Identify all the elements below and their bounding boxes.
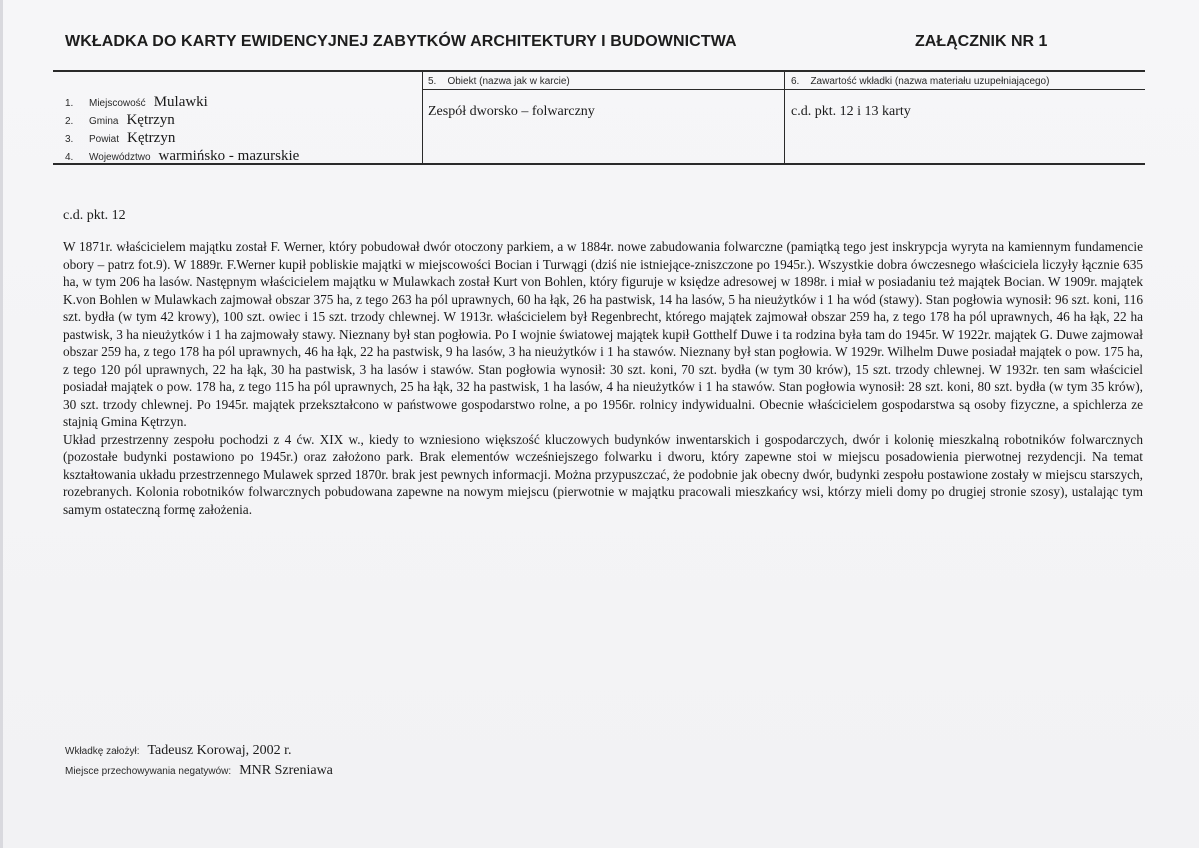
box-divider-right: [784, 72, 785, 163]
content-box-value: c.d. pkt. 12 i 13 karty: [791, 104, 911, 119]
layout-paragraph: Układ przestrzenny zespołu pochodzi z 4 ćw. XIX w., kiedy to wzniesiono większość kluczowych budynków inwentarskich i gospodarczych, dwór i kolonię mieszkalną robotników folwarcznych (pozostałe budynki postawiono po 1945r.) oraz założono park. Brak elementów wcześniejszego folwarku i dworu, który zapewne stoi w miejscu posadowienia pierwotnej rezydencji. Na temat kształtowania układu przestrzennego Mulawek sprzed 1870r. brak jest pewnych informacji. Można przypuszczać, że podobnie jak obecny dwór, budynki zespołu postawione zostały w miejscu starszych, rozebranych. Kolonia robotników folwarcznych pobudowana zapewne na nowym miejscu (pierwotnie w majątku pracowali mieszkańcy wsi, którzy mieli domy po drugiej stronie szosy), ustalając tym samym ostateczną formę założenia.: [63, 431, 1143, 517]
content-box-rule: [784, 89, 1145, 90]
location-num: 2.: [65, 116, 74, 127]
content-box-label: 6. Zawartość wkładki (nazwa materiału uzupełniającego): [791, 76, 1050, 87]
object-box-label: 5. Obiekt (nazwa jak w karcie): [428, 76, 570, 87]
location-num: 4.: [65, 152, 74, 163]
location-row-powiat: [65, 129, 175, 147]
storage-label: Miejsce przechowywania negatywów:: [65, 766, 232, 777]
author-value: Tadeusz Korowaj, 2002 r.: [147, 743, 292, 758]
object-box-rule: [422, 89, 784, 90]
location-label: Województwo: [89, 152, 151, 163]
location-row-wojewodztwo: [65, 147, 299, 165]
location-label: Powiat: [89, 134, 120, 145]
location-num: 1.: [65, 98, 74, 109]
location-value: Mulawki: [153, 94, 208, 110]
box-divider-left: [422, 72, 423, 163]
location-row-gmina: [65, 111, 175, 129]
location-value: Kętrzyn: [127, 130, 176, 146]
document-title: WKŁADKA DO KARTY EWIDENCYJNEJ ZABYTKÓW ARCHITEKTURY I BUDOWNICTWA: [65, 33, 737, 50]
annex-label: ZAŁĄCZNIK NR 1: [915, 33, 1048, 50]
location-label: Miejscowość: [89, 98, 146, 109]
section-reference: c.d. pkt. 12: [63, 208, 126, 223]
location-value: warmińsko - mazurskie: [158, 148, 300, 164]
location-value: Kętrzyn: [126, 112, 175, 128]
location-label: Gmina: [89, 116, 119, 127]
location-row-town: [65, 93, 208, 111]
location-num: 3.: [65, 134, 74, 145]
body-text: [63, 238, 1143, 518]
author-label: Wkładkę założył:: [65, 746, 140, 757]
header-rule-top: [53, 70, 1145, 72]
footer-storage: [65, 761, 333, 779]
storage-value: MNR Szreniawa: [239, 763, 333, 778]
object-box-value: Zespół dworsko – folwarczny: [428, 104, 595, 119]
footer-author: [65, 741, 292, 759]
history-paragraph: W 1871r. właścicielem majątku został F. Werner, który pobudował dwór otoczony parkiem, a w 1884r. nowe zabudowania folwarczne (pamiątką tego jest inskrypcja wyryta na kamiennym fundamencie obory – patrz fot.9). W 1889r. F.Werner kupił pobliskie majątki w miejscowości Bocian i Turwągi (dziś nie istniejące-zniszczone po 1945r.). Wszystkie dobra ówczesnego właściciela liczyły łącznie 635 ha, w tym 206 ha lasów. Następnym właścicielem majątku w Mulawkach został Kurt von Bohlen, który figuruje w księdze adresowej w 1898r. i miał w posiadaniu też majątek Bocian. W 1909r. majątek K.von Bohlen w Mulawkach zajmował obszar 375 ha, z tego 263 ha pól uprawnych, 60 ha łąk, 26 ha pastwisk, 14 ha lasów, 5 ha nieużytków i 1 ha wód (stawy). Stan pogłowia wynosił: 96 szt. koni, 116 szt. bydła (w tym 42 krowy), 100 szt. owiec i 15 szt. trzody chlewnej. W 1913r. właścicielem był Regenbrecht, którego majątek zajmował obszar 259 ha, z tego 178 ha pól uprawnych, 46 ha łąk, 22 ha pastwisk, 3 ha nieużytków i 1 ha zajmowały stawy. Nieznany był stan pogłowia. Po I wojnie światowej majątek kupił Gotthelf Duwe i ta rodzina była tam do 1945r. W 1922r. majątek G. Duwe zajmował obszar 259 ha, z tego 178 ha pól uprawnych, 46 ha łąk, 22 ha pastwisk, 9 ha lasów, 3 ha nieużytków i 1 ha stawów. Nieznany był stan pogłowia. W 1929r. Wilhelm Duwe posiadał majątek o pow. 175 ha, z tego 120 pól uprawnych, 22 ha łąk, 30 ha pastwisk, 3 ha lasów i stawów. Stan pogłowia wynosił: 30 szt. koni, 70 szt. bydła (w tym 30 krów), 15 szt. trzody chlewnej. W 1932r. ten sam właściciel posiadał majątek o pow. 178 ha, z tego 115 ha pól uprawnych, 25 ha łąk, 32 ha pastwisk, 1 ha lasów, 4 ha nieużytków i 1 ha stawów. Stan pogłowia wynosił: 28 szt. koni, 80 szt. bydła (w tym 35 krów), 30 szt. trzody chlewnej. Po 1945r. majątek przekształcono w państwowe gospodarstwo rolne, a po 1956r. rolnicy indywidualni. Obecnie właścicielem gospodarstwa są osoby fizyczne, a spichlerza ze stajnią Gmina Kętrzyn.: [63, 239, 1143, 429]
